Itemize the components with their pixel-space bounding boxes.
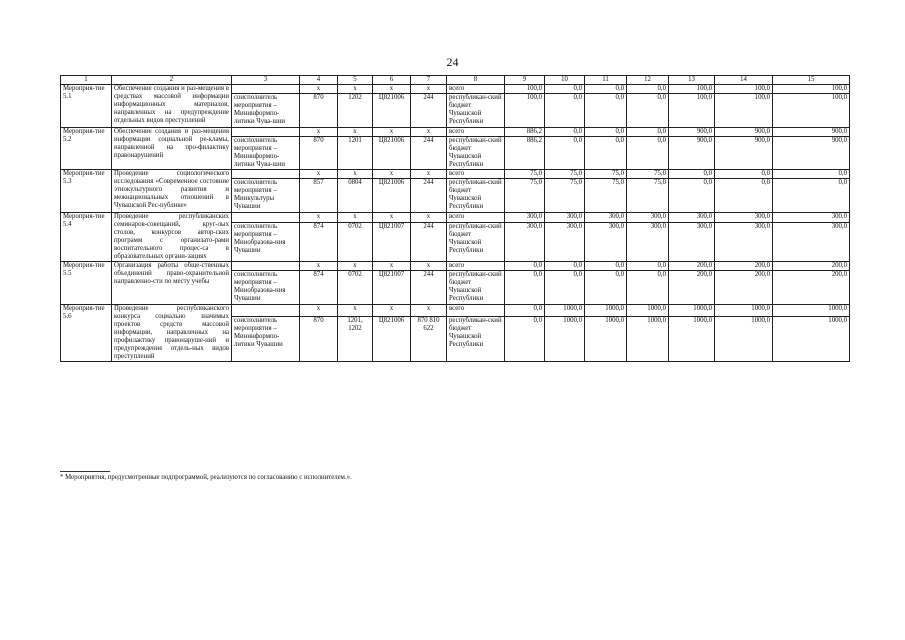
executor-cell: соисполнитель мероприятия – Минобразова-ния Чувашии (232, 223, 300, 262)
event-id-cell: Мероприя-тие 5.6 (61, 304, 112, 362)
value-cell: 900,0 (715, 136, 773, 169)
code-cell: х (411, 170, 447, 179)
funding-source-cell: всего (447, 85, 505, 94)
value-cell: 0,0 (627, 136, 669, 169)
header-cell: 7 (411, 76, 447, 85)
code-cell: 870 (300, 316, 338, 361)
code-cell: х (411, 304, 447, 316)
value-cell: 100,0 (669, 94, 715, 127)
code-cell: Ц821006 (373, 94, 411, 127)
code-cell: 857 (300, 179, 338, 212)
footnote: * Мероприятия, предусмотренные подпрограммой, реализуются по согласованию с исполнителем.». (60, 474, 352, 481)
value-cell: 100,0 (669, 85, 715, 94)
code-cell: Ц821006 (373, 179, 411, 212)
value-cell: 300,0 (627, 212, 669, 223)
value-cell: 0,0 (627, 127, 669, 136)
executor-cell: соисполнитель мероприятия – Минкультуры Чувашии (232, 179, 300, 212)
header-cell: 13 (669, 76, 715, 85)
code-cell: х (411, 212, 447, 223)
value-cell: 0,0 (545, 94, 585, 127)
event-id-cell: Мероприя-тие 5.1 (61, 85, 112, 127)
code-cell: 0804 (338, 179, 373, 212)
value-cell: 200,0 (669, 271, 715, 304)
value-cell: 1000,0 (669, 316, 715, 361)
value-cell: 0,0 (669, 179, 715, 212)
code-cell: 244 (411, 94, 447, 127)
value-cell: 0,0 (545, 85, 585, 94)
code-cell: х (300, 127, 338, 136)
value-cell: 75,0 (627, 179, 669, 212)
footnote-separator (60, 471, 110, 472)
code-cell: 244 (411, 223, 447, 262)
value-cell: 300,0 (773, 212, 850, 223)
value-cell: 0,0 (585, 85, 627, 94)
value-cell: 0,0 (773, 170, 850, 179)
header-cell: 12 (627, 76, 669, 85)
budget-table (60, 75, 850, 362)
value-cell: 0,0 (773, 179, 850, 212)
header-cell: 14 (715, 76, 773, 85)
code-cell: Ц821007 (373, 223, 411, 262)
header-cell: 10 (545, 76, 585, 85)
code-cell: х (373, 212, 411, 223)
code-cell: 874 (300, 271, 338, 304)
header-cell: 8 (447, 76, 505, 85)
executor-cell: соисполнитель мероприятия – Мининформпо-литики Чувашии (232, 316, 300, 361)
value-cell: 0,0 (545, 127, 585, 136)
value-cell: 75,0 (627, 170, 669, 179)
event-id-cell: Мероприя-тие 5.3 (61, 170, 112, 212)
value-cell: 300,0 (669, 212, 715, 223)
value-cell: 300,0 (627, 223, 669, 262)
funding-source-cell: всего (447, 212, 505, 223)
value-cell: 0,0 (505, 271, 545, 304)
funding-source-cell: республикан-ский бюджет Чувашской Республики (447, 316, 505, 361)
value-cell: 200,0 (715, 271, 773, 304)
code-cell: х (338, 170, 373, 179)
value-cell: 75,0 (585, 170, 627, 179)
value-cell: 1000,0 (545, 316, 585, 361)
code-cell: х (338, 212, 373, 223)
table-row (61, 170, 850, 179)
value-cell: 200,0 (773, 271, 850, 304)
code-cell: х (373, 262, 411, 271)
event-id-cell: Мероприя-тие 5.4 (61, 212, 112, 262)
value-cell: 300,0 (585, 212, 627, 223)
code-cell: Ц821007 (373, 271, 411, 304)
code-cell: 870 (300, 94, 338, 127)
header-cell: 15 (773, 76, 850, 85)
value-cell: 75,0 (505, 179, 545, 212)
code-cell: 870 (300, 136, 338, 169)
code-cell: х (338, 262, 373, 271)
value-cell: 75,0 (505, 170, 545, 179)
event-description-cell: Проведение социологического исследования «Современное состояние этнокультурного развития и межнациональных отношений в Чувашской Рес-публике» (112, 170, 232, 212)
event-description-cell: Обеспечение создания и раз-мещения информации социальной ре-кламы, направленной на про-филактику правонарушений (112, 127, 232, 169)
funding-source-cell: всего (447, 304, 505, 316)
value-cell: 300,0 (669, 223, 715, 262)
value-cell: 300,0 (773, 223, 850, 262)
header-cell: 11 (585, 76, 627, 85)
value-cell: 75,0 (545, 170, 585, 179)
table-row (61, 304, 850, 316)
code-cell: х (300, 212, 338, 223)
code-cell: 244 (411, 179, 447, 212)
event-id-cell: Мероприя-тие 5.5 (61, 262, 112, 304)
value-cell: 886,2 (505, 127, 545, 136)
header-cell: 2 (112, 76, 232, 85)
value-cell: 300,0 (715, 223, 773, 262)
code-cell: 0702 (338, 271, 373, 304)
value-cell: 0,0 (669, 170, 715, 179)
code-cell: х (338, 127, 373, 136)
executor-cell (232, 85, 300, 94)
value-cell: 1000,0 (715, 304, 773, 316)
value-cell: 100,0 (505, 94, 545, 127)
funding-source-cell: республикан-ский бюджет Чувашской Республики (447, 136, 505, 169)
value-cell: 1000,0 (585, 316, 627, 361)
code-cell: 870 810 622 (411, 316, 447, 361)
code-cell: Ц821006 (373, 316, 411, 361)
value-cell: 100,0 (715, 94, 773, 127)
value-cell: 1000,0 (669, 304, 715, 316)
header-cell: 5 (338, 76, 373, 85)
value-cell: 0,0 (627, 85, 669, 94)
value-cell: 900,0 (669, 136, 715, 169)
value-cell: 1000,0 (545, 304, 585, 316)
value-cell: 0,0 (715, 170, 773, 179)
code-cell: х (338, 85, 373, 94)
value-cell: 300,0 (505, 212, 545, 223)
code-cell: х (300, 85, 338, 94)
value-cell: 0,0 (585, 94, 627, 127)
header-cell: 3 (232, 76, 300, 85)
funding-source-cell: всего (447, 127, 505, 136)
code-cell: 874 (300, 223, 338, 262)
header-cell: 4 (300, 76, 338, 85)
value-cell: 900,0 (669, 127, 715, 136)
code-cell: х (373, 304, 411, 316)
event-description-cell: Организация работы обще-ственных объединений право-охранительной направленно-сти по месту учебы (112, 262, 232, 304)
value-cell: 0,0 (627, 271, 669, 304)
value-cell: 1000,0 (585, 304, 627, 316)
value-cell: 0,0 (585, 262, 627, 271)
table-row (61, 85, 850, 94)
value-cell: 100,0 (715, 85, 773, 94)
event-id-cell: Мероприя-тие 5.2 (61, 127, 112, 169)
value-cell: 300,0 (715, 212, 773, 223)
code-cell: х (300, 170, 338, 179)
value-cell: 300,0 (545, 212, 585, 223)
value-cell: 0,0 (585, 136, 627, 169)
event-description-cell: Проведение республиканских семинаров-совещаний, круг-лых столов, конкурсов автор-ских программ с организато-рами воспитательного процес-са в образовательных органи-зациях (112, 212, 232, 262)
code-cell: 1201, 1202 (338, 316, 373, 361)
value-cell: 200,0 (773, 262, 850, 271)
value-cell: 0,0 (545, 262, 585, 271)
value-cell: 300,0 (585, 223, 627, 262)
code-cell: Ц821006 (373, 136, 411, 169)
table-row (61, 127, 850, 136)
value-cell: 0,0 (585, 271, 627, 304)
funding-source-cell: республикан-ский бюджет Чувашской Республики (447, 94, 505, 127)
code-cell: 1202 (338, 94, 373, 127)
executor-cell: соисполнитель мероприятия – Мининформпо-литики Чува-шии (232, 94, 300, 127)
value-cell: 1000,0 (627, 304, 669, 316)
value-cell: 100,0 (773, 85, 850, 94)
value-cell: 1000,0 (627, 316, 669, 361)
value-cell: 900,0 (715, 127, 773, 136)
code-cell: х (373, 170, 411, 179)
code-cell: х (300, 304, 338, 316)
header-cell: 1 (61, 76, 112, 85)
value-cell: 0,0 (627, 94, 669, 127)
page-number: 24 (446, 55, 459, 69)
executor-cell (232, 304, 300, 316)
executor-cell: соисполнитель мероприятия – Мининформпо-литики Чува-шии (232, 136, 300, 169)
value-cell: 0,0 (545, 136, 585, 169)
value-cell: 0,0 (585, 127, 627, 136)
value-cell: 0,0 (545, 271, 585, 304)
value-cell: 300,0 (545, 223, 585, 262)
table-row (61, 212, 850, 223)
value-cell: 0,0 (505, 262, 545, 271)
value-cell: 1000,0 (715, 316, 773, 361)
code-cell: 244 (411, 271, 447, 304)
event-description-cell: Проведение республиканского конкурса социально значимых проектов средств массовой информации, направленных на профилактику правонаруше-ний и предупреждение отдель-ных видов преступлений (112, 304, 232, 362)
code-cell: х (411, 127, 447, 136)
code-cell: х (411, 85, 447, 94)
value-cell: 0,0 (505, 304, 545, 316)
event-description-cell: Обеспечение создания и раз-мещения в средствах массовой информации информационных материалов, направленных на предупреждение отдельных видов преступлений (112, 85, 232, 127)
value-cell: 100,0 (773, 94, 850, 127)
code-cell: 244 (411, 136, 447, 169)
code-cell: х (373, 85, 411, 94)
value-cell: 75,0 (585, 179, 627, 212)
value-cell: 0,0 (627, 262, 669, 271)
value-cell: 900,0 (773, 136, 850, 169)
code-cell: 1201 (338, 136, 373, 169)
code-cell: х (373, 127, 411, 136)
value-cell: 200,0 (715, 262, 773, 271)
table-row (61, 262, 850, 271)
header-cell: 6 (373, 76, 411, 85)
executor-cell (232, 170, 300, 179)
value-cell: 200,0 (669, 262, 715, 271)
value-cell: 0,0 (505, 316, 545, 361)
code-cell: х (300, 262, 338, 271)
value-cell: 1000,0 (773, 304, 850, 316)
header-row (61, 76, 850, 85)
executor-cell (232, 262, 300, 271)
code-cell: х (338, 304, 373, 316)
value-cell: 886,2 (505, 136, 545, 169)
funding-source-cell: республикан-ский бюджет Чувашской Республики (447, 223, 505, 262)
funding-source-cell: республикан-ский бюджет Чувашской Республики (447, 271, 505, 304)
code-cell: х (411, 262, 447, 271)
value-cell: 300,0 (505, 223, 545, 262)
value-cell: 0,0 (715, 179, 773, 212)
value-cell: 100,0 (505, 85, 545, 94)
value-cell: 1000,0 (773, 316, 850, 361)
executor-cell: соисполнитель мероприятия – Минобразова-ния Чувашии (232, 271, 300, 304)
funding-source-cell: республикан-ский бюджет Чувашской Республики (447, 179, 505, 212)
executor-cell (232, 212, 300, 223)
funding-source-cell: всего (447, 170, 505, 179)
header-cell: 9 (505, 76, 545, 85)
funding-source-cell: всего (447, 262, 505, 271)
value-cell: 75,0 (545, 179, 585, 212)
value-cell: 900,0 (773, 127, 850, 136)
executor-cell (232, 127, 300, 136)
code-cell: 0702 (338, 223, 373, 262)
